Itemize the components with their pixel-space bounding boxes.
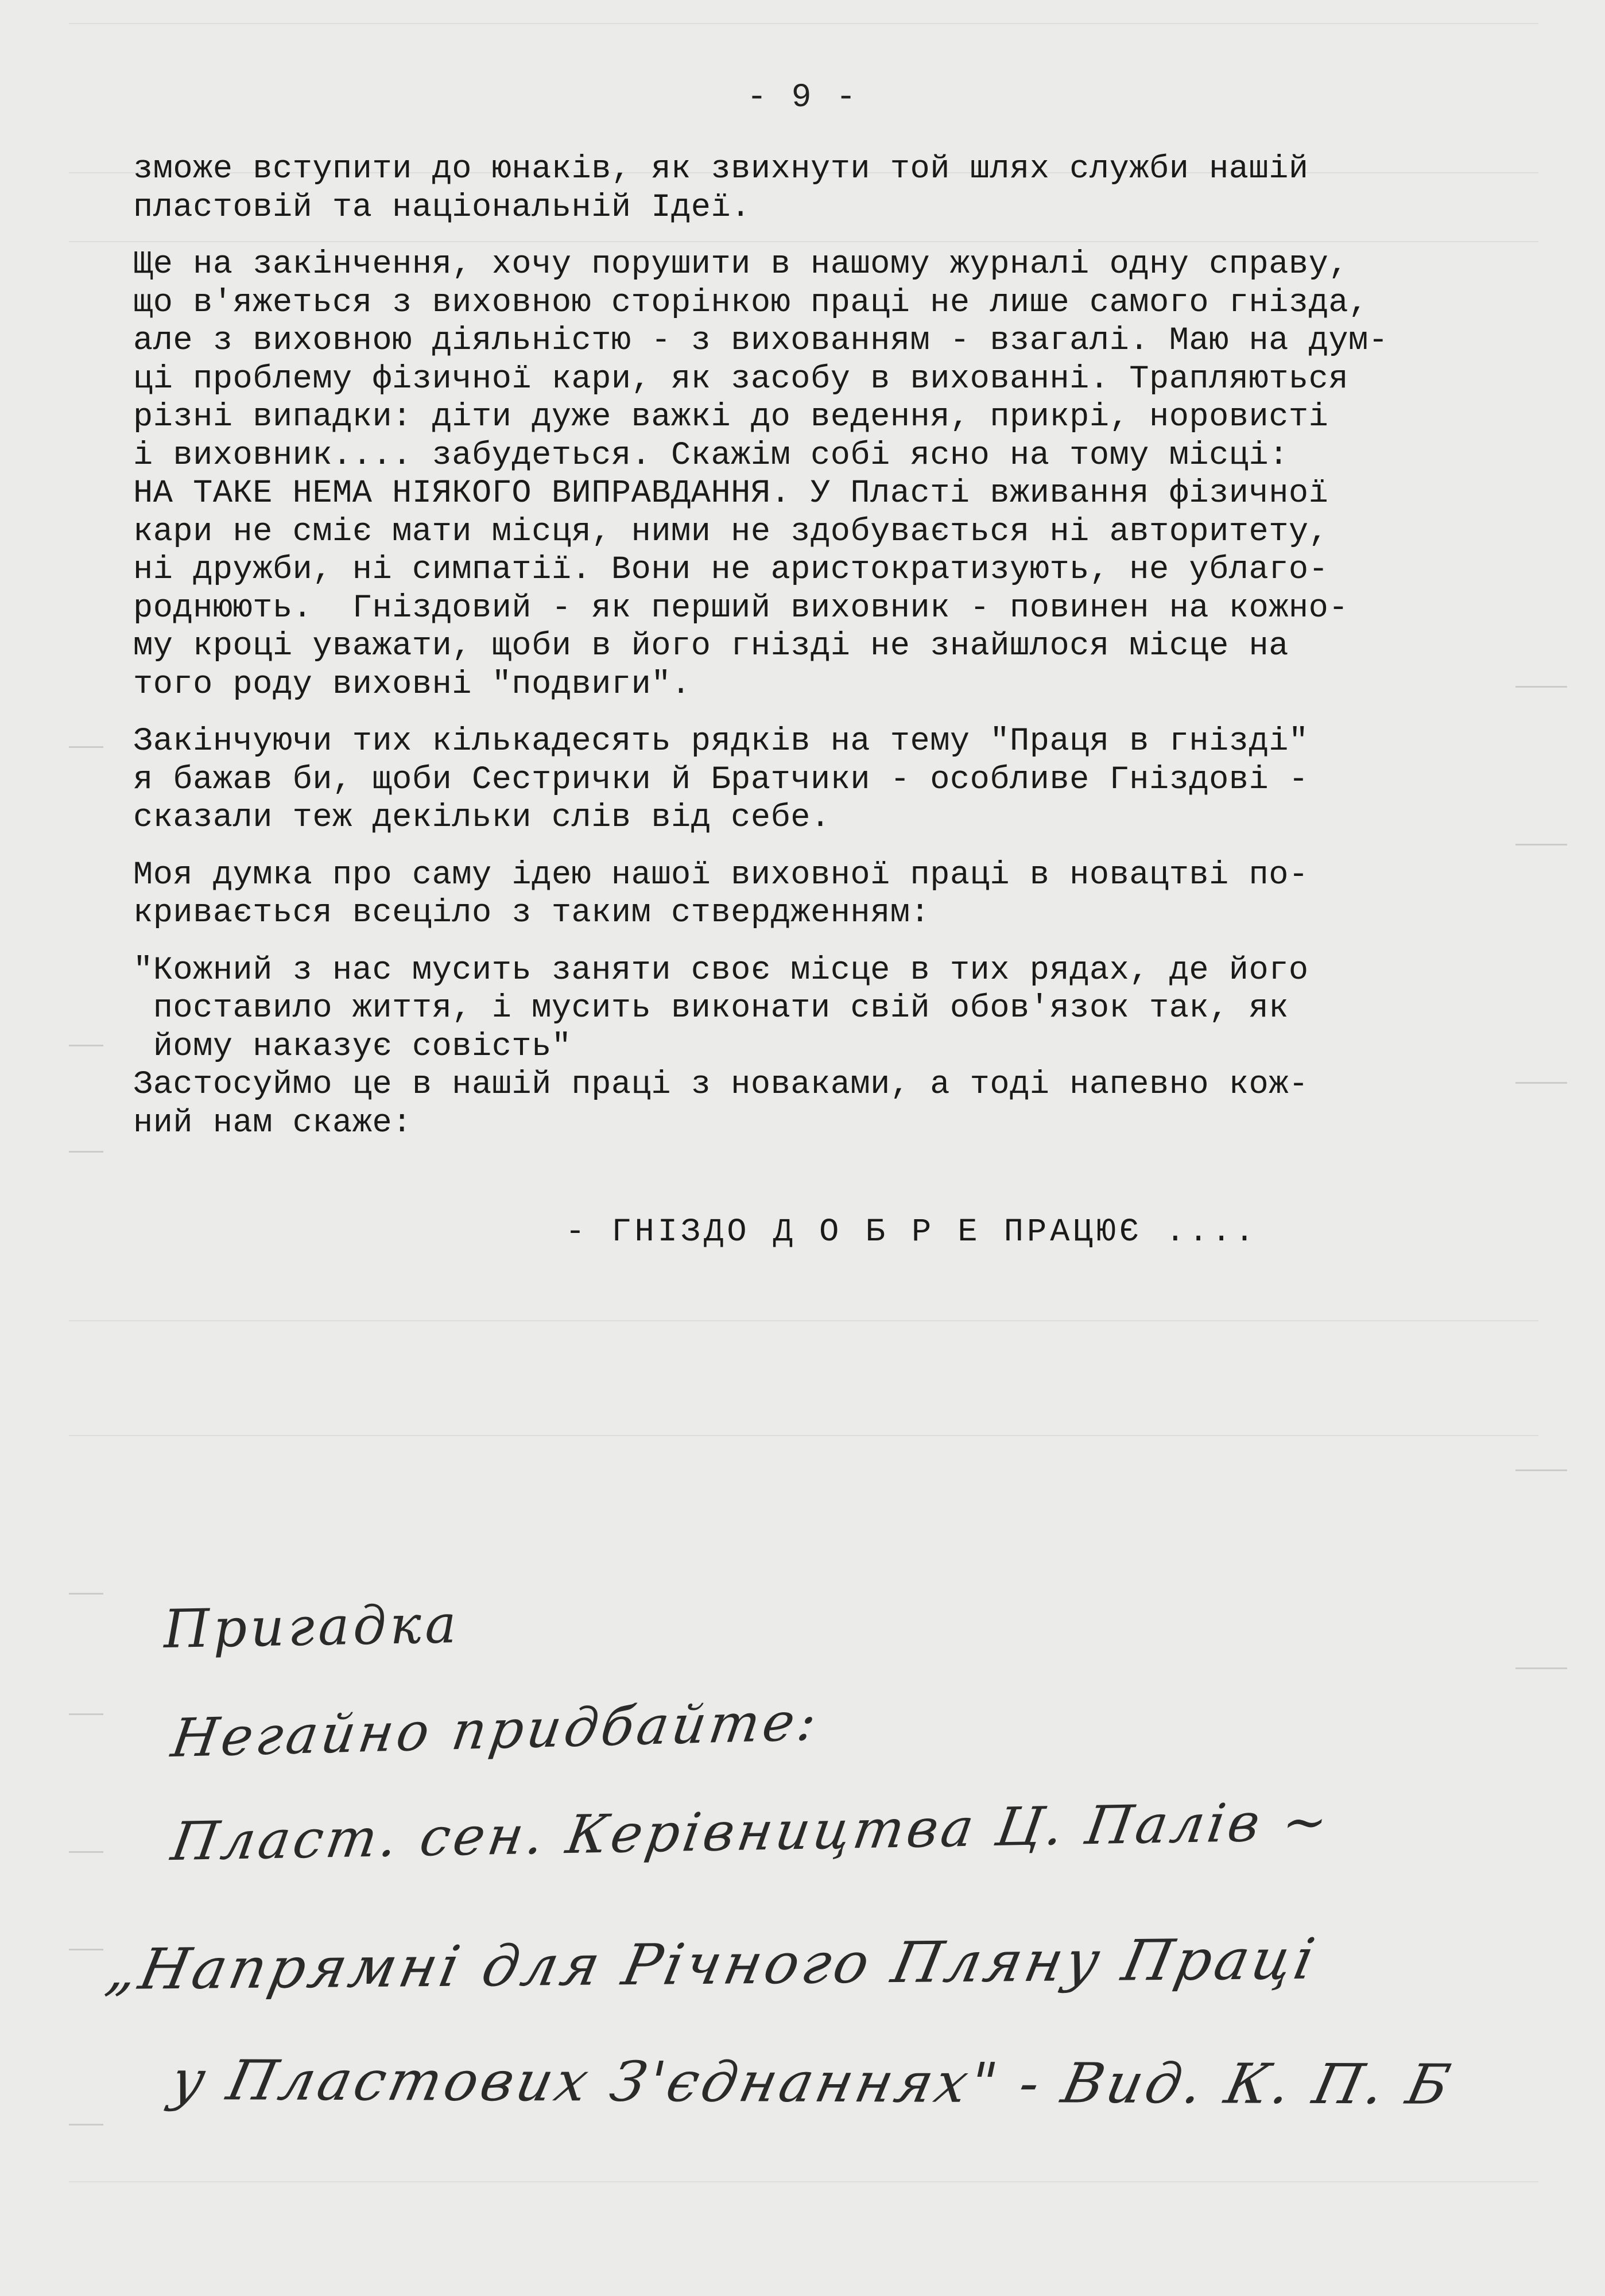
text-line: йому наказує совість" — [133, 1028, 572, 1065]
text-line: кари не сміє мати місця, ними не здобувається ні авторитету, — [133, 513, 1329, 550]
text-line: я бажав би, щоби Сестрички й Братчики - особливе Гніздові - — [133, 761, 1309, 798]
text-line: того роду виховні "подвиги". — [133, 666, 691, 703]
text-line: роднюють. Гніздовий - як перший виховник - повинен на кожно- — [133, 589, 1349, 627]
text-line: Закінчуючи тих кількадесять рядків на тему "Праця в гнізді" — [133, 723, 1309, 760]
text-line: зможе вступити до юнаків, як звихнути той шлях служби нашій — [133, 151, 1309, 188]
text-line: сказали теж декільки слів від себе. — [133, 800, 831, 836]
text-line: але з виховною діяльністю - з вихованням - взагалі. Маю на дум- — [133, 323, 1389, 359]
handwritten-line: Пласт. сен. Керівництва Ц. Палів ~ — [167, 1790, 1336, 1873]
text-line: ні дружби, ні симпатії. Вони не аристократизують, не ублаго- — [133, 552, 1329, 588]
text-line: різні випадки: діти дуже важкі до ведення, прикрі, норовисті — [133, 399, 1329, 436]
handwritten-line: у Пластових З'єднаннях" - Вид. К. П. Б — [165, 2048, 1459, 2117]
text-line: Моя думка про саму ідею нашої виховної праці в новацтві по- — [133, 856, 1309, 894]
text-line: ний нам скаже: — [133, 1104, 412, 1142]
text-line: Ще на закінчення, хочу порушити в нашому журналі одну справу, — [133, 246, 1349, 283]
text-line: і виховник.... забудеться. Скажім собі ясно на тому місці: — [133, 437, 1289, 474]
page-number: - 9 - — [746, 79, 859, 117]
text-line: НА ТАКЕ НЕМА НІЯКОГО ВИПРАВДАННЯ. У Пласті вживання фізичної — [133, 475, 1329, 512]
text-line: му кроці уважати, щоби в його гнізді не знайшлося місце на — [133, 628, 1289, 665]
text-line: Застосуймо це в нашій праці з новаками, а тоді напевно кож- — [133, 1066, 1309, 1103]
text-line: пластовій та національній Ідеї. — [133, 189, 751, 226]
closing-slogan-text: - ГНІЗДО Д О Б Р Е ПРАЦЮЄ .... — [565, 1214, 1258, 1251]
text-line: "Кожний з нас мусить заняти своє місце в тих рядах, де його — [133, 952, 1309, 989]
handwritten-line: Пригадка — [163, 1593, 460, 1660]
text-line: що в'яжеться з виховною сторінкою праці не лише самого гнізда, — [133, 284, 1368, 321]
handwritten-line: „Напрямні для Річного Пляну Праці — [101, 1926, 1323, 2003]
handwritten-line: Негайно придбайте: — [167, 1690, 824, 1770]
text-line: поставило життя, і мусить виконати свій обов'язок так, як — [133, 990, 1289, 1027]
text-line: ці проблему фізичної кари, як засобу в вихованні. Трапляються — [133, 360, 1349, 398]
text-line: кривається всеціло з таким ствердженням: — [133, 895, 931, 932]
